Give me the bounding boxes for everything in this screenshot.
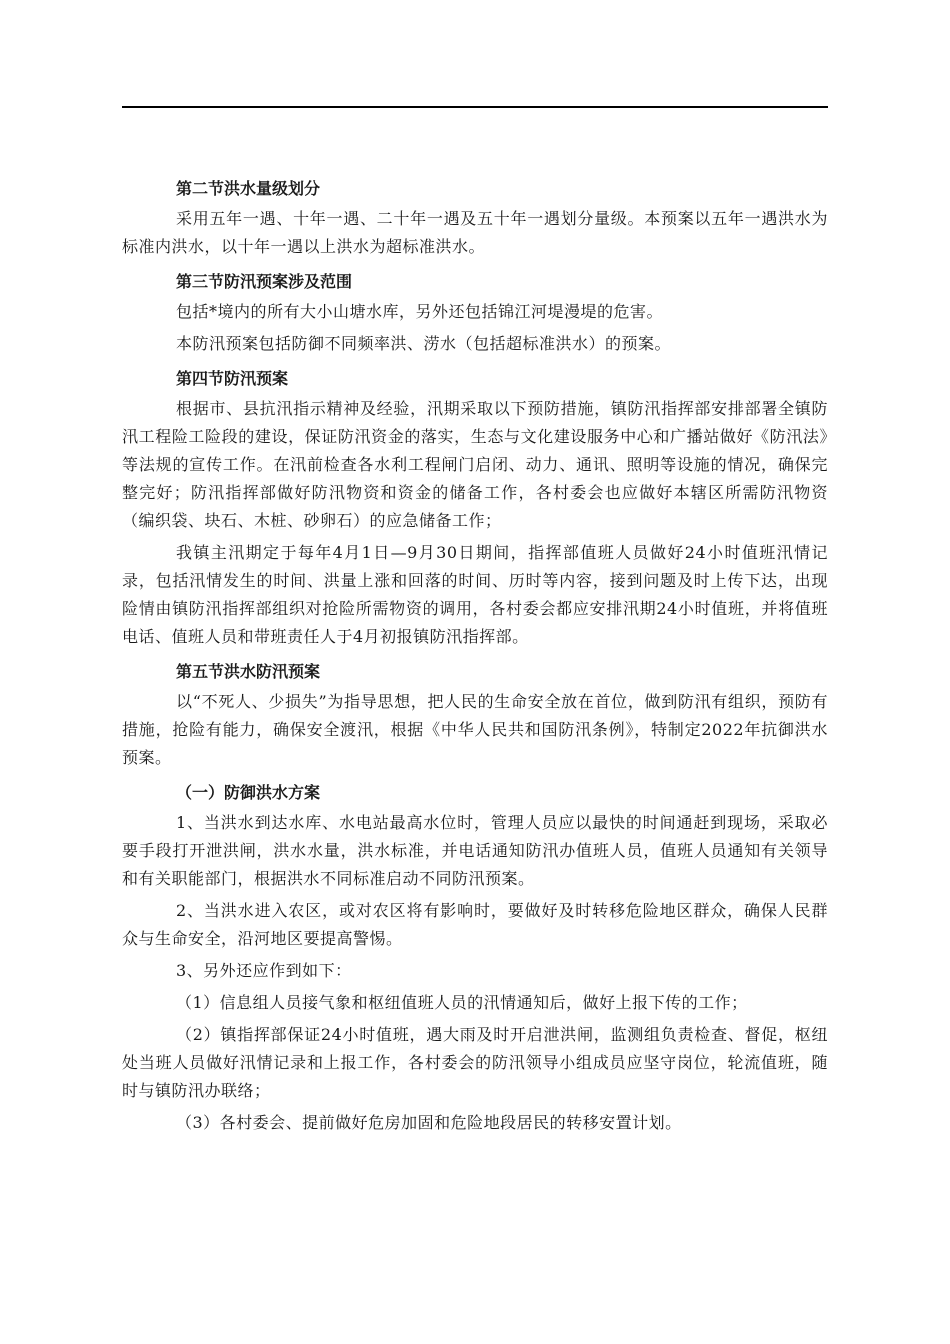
paragraph: 以“不死人、少损失”为指导思想，把人民的生命安全放在首位，做到防汛有组织，预防有措施，抢险有能力，确保安全渡汛，根据《中华人民共和国防汛条例》，特制定2022年抗御洪水预案。 — [122, 692, 828, 767]
paragraph: 根据市、县抗汛指示精神及经验，汛期采取以下预防措施，镇防汛指挥部安排部署全镇防汛工程险工险段的建设，保证防汛资金的落实，生态与文化建设服务中心和广播站做好《防汛法》等法规的宣传工作。在汛前检查各水利工程闸门启闭、动力、通讯、照明等设施的情况，确保完整完好；防汛指挥部做好防汛物资和资金的储备工作，各村委会也应做好本辖区所需防汛物资（编织袋、块石、木桩、砂卵石）的应急储备工作； — [122, 399, 828, 530]
subsection-heading: （一）防御洪水方案 — [176, 783, 321, 802]
paragraph: 采用五年一遇、十年一遇、二十年一遇及五十年一遇划分量级。本预案以五年一遇洪水为标准内洪水，以十年一遇以上洪水为超标准洪水。 — [122, 209, 828, 256]
paragraph: （1）信息组人员接气象和枢纽值班人员的汛情通知后，做好上报下传的工作； — [176, 993, 748, 1012]
paragraph: （3）各村委会、提前做好危房加固和危险地段居民的转移安置计划。 — [176, 1113, 682, 1132]
header-rule — [122, 106, 828, 108]
section-heading: 第三节防汛预案涉及范围 — [176, 272, 353, 291]
paragraph: 1、当洪水到达水库、水电站最高水位时，管理人员应以最快的时间通赶到现场，采取必要手段打开泄洪闸，洪水水量，洪水标准，并电话通知防汛办值班人员，值班人员通知有关领导和有关职能部门，根据洪水不同标准启动不同防汛预案。 — [122, 813, 828, 888]
paragraph: 包括*境内的所有大小山塘水库，另外还包括锦江河堤漫堤的危害。 — [176, 302, 664, 321]
section-heading: 第四节防汛预案 — [176, 369, 289, 388]
document-body — [122, 172, 828, 1141]
paragraph: 2、当洪水进入农区，或对农区将有影响时，要做好及时转移危险地区群众，确保人民群众与生命安全，沿河地区要提高警惕。 — [122, 901, 828, 948]
paragraph: （2）镇指挥部保证24小时值班，遇大雨及时开启泄洪闸，监测组负责检查、督促，枢纽处当班人员做好汛情记录和上报工作，各村委会的防汛领导小组成员应坚守岗位，轮流值班，随时与镇防汛办联络； — [122, 1025, 828, 1100]
paragraph: 本防汛预案包括防御不同频率洪、涝水（包括超标准洪水）的预案。 — [176, 334, 672, 353]
paragraph: 3、另外还应作到如下： — [176, 961, 352, 980]
section-heading: 第二节洪水量级划分 — [176, 179, 321, 198]
section-heading: 第五节洪水防汛预案 — [176, 662, 321, 681]
paragraph: 我镇主汛期定于每年4月1日—9月30日期间，指挥部值班人员做好24小时值班汛情记录，包括汛情发生的时间、洪量上涨和回落的时间、历时等内容，接到问题及时上传下达，出现险情由镇防汛指挥部组织对抢险所需物资的调用，各村委会都应安排汛期24小时值班，并将值班电话、值班人员和带班责任人于4月初报镇防汛指挥部。 — [122, 543, 828, 646]
